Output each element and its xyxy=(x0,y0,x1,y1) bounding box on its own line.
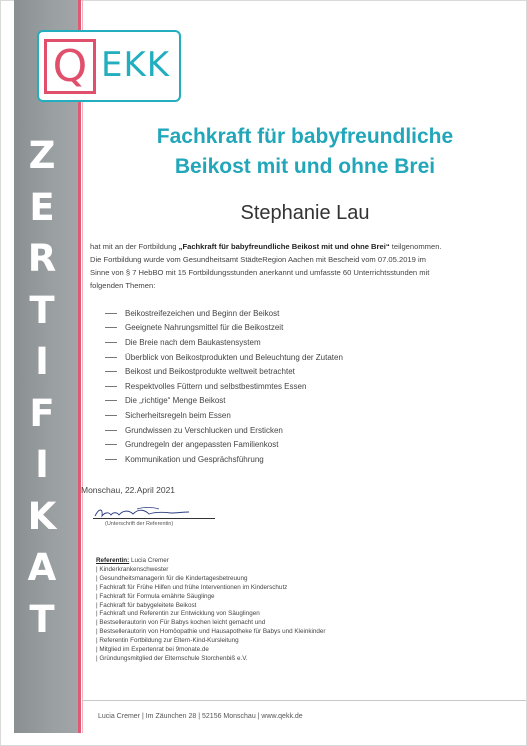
referentin-line: | Fachkraft für Frühe Hilfen und frühe Interventionen im Kinderschutz xyxy=(96,583,288,591)
participant-name: Stephanie Lau xyxy=(240,202,370,224)
referentin-label: Referentin: xyxy=(96,557,130,564)
logo-text: EKK xyxy=(101,45,171,85)
topic-label: Beikostreifezeichen und Beginn der Beikost xyxy=(125,308,280,318)
referentin-line: | Bestsellerautorin von Homöopathie und Hausapotheke für Babys und Kleinkinder xyxy=(96,628,326,636)
referentin-line: | Mitglied im Expertenrat bei 9monate.de xyxy=(96,646,209,654)
referentin-heading xyxy=(96,557,516,566)
topic-label: Überblick von Beikostprodukten und Beleuchtung der Zutaten xyxy=(125,352,343,362)
topic-item xyxy=(105,335,505,350)
topic-item xyxy=(105,306,505,321)
dash-bullet xyxy=(105,400,117,401)
dash-bullet xyxy=(105,342,117,343)
topic-item xyxy=(105,394,505,409)
topic-label: Beikost und Beikostprodukte weltweit betrachtet xyxy=(125,367,295,377)
zertifikat-letter: E xyxy=(29,185,55,229)
topic-item xyxy=(105,437,505,452)
signature-line xyxy=(93,518,215,519)
referentin-line: | Bestsellerautorin von Für Babys kochen leicht gemacht und xyxy=(96,619,266,627)
intro-paragraph xyxy=(90,240,505,292)
topic-label: Grundregeln der angepassten Familienkost xyxy=(125,440,279,450)
footer-divider xyxy=(82,700,526,701)
intro-line-1 xyxy=(90,240,505,253)
dash-bullet xyxy=(105,430,117,431)
zertifikat-letter: R xyxy=(27,237,57,280)
topic-item xyxy=(105,379,505,394)
topics-list xyxy=(105,306,505,467)
topic-item xyxy=(105,350,505,365)
referentin-line: | Fachkraft für babygeleitete Beikost xyxy=(96,601,197,609)
side-band-accent-line-thin xyxy=(82,0,83,733)
topic-item xyxy=(105,452,505,467)
zertifikat-letter: T xyxy=(29,288,55,332)
side-band-accent-line xyxy=(78,0,81,733)
zertifikat-vertical-label xyxy=(14,130,70,645)
zertifikat-letter: F xyxy=(29,391,55,435)
dash-bullet xyxy=(105,444,117,445)
topic-item xyxy=(105,408,505,423)
zertifikat-letter: I xyxy=(35,443,49,486)
topic-label: Grundwissen zu Verschlucken und Ersticken xyxy=(125,425,283,435)
dash-bullet xyxy=(105,313,117,314)
zertifikat-letter: K xyxy=(27,494,57,538)
course-name: „Fachkraft für babyfreundliche Beikost mit und ohne Brei“ xyxy=(178,242,390,251)
referentin-line: | Gründungsmitglied der Elternschule Storchenbiß e.V. xyxy=(96,654,248,662)
topic-label: Respektvolles Füttern und selbstbestimmtes Essen xyxy=(125,381,307,391)
referentin-line: | Gesundheitsmanagerin für die Kindertagesbetreuung xyxy=(96,574,248,582)
topic-label: Die „richtige“ Menge Beikost xyxy=(125,396,226,406)
footer-contact: Lucia Cremer | Im Zäunchen 28 | 52156 Monschau | www.qekk.de xyxy=(98,713,303,720)
zertifikat-letter: I xyxy=(35,340,49,383)
topic-label: Geeignete Nahrungsmittel für die Beikostzeit xyxy=(125,323,284,333)
intro-line-2: Die Fortbildung wurde vom Gesundheitsamt StädteRegion Aachen mit Bescheid vom 07.05.2019 im xyxy=(90,255,426,264)
topic-item xyxy=(105,364,505,379)
topic-item xyxy=(105,423,505,438)
qekk-logo xyxy=(37,30,181,102)
intro-line-3: Sinne von § 7 HebBO mit 15 Fortbildungsstunden anerkannt und umfasste 60 Unterrichtsstunden mit xyxy=(90,268,430,277)
referentin-line: | Fachkraft und Referentin zur Entwicklung von Säuglingen xyxy=(96,610,260,618)
referentin-name: Lucia Cremer xyxy=(129,557,169,564)
topic-label: Die Breie nach dem Baukastensystem xyxy=(125,337,261,347)
topic-label: Kommunikation und Gesprächsführung xyxy=(125,454,264,464)
dash-bullet xyxy=(105,386,117,387)
referentin-line: | Kinderkrankenschwester xyxy=(96,565,169,573)
dash-bullet xyxy=(105,415,117,416)
place-date: Monschau, 22.April 2021 xyxy=(81,485,176,495)
referentin-block xyxy=(96,557,516,664)
logo-q-box: Q xyxy=(44,39,96,94)
title-line-1: Fachkraft für babyfreundliche xyxy=(156,125,454,148)
referentin-line: | Fachkraft für Formula ernährte Säuglinge xyxy=(96,592,215,600)
zertifikat-letter: A xyxy=(27,546,57,589)
dash-bullet xyxy=(105,357,117,358)
zertifikat-letter: Z xyxy=(28,134,56,177)
title-line-2: Beikost mit und ohne Brei xyxy=(174,155,436,178)
intro-line-4: folgenden Themen: xyxy=(90,281,156,290)
referentin-line: | Referentin Fortbildung zur Eltern-Kind-Kursleitung xyxy=(96,637,239,645)
dash-bullet xyxy=(105,459,117,460)
topic-item xyxy=(105,321,505,336)
intro-prefix: hat mit an der Fortbildung xyxy=(90,242,179,251)
intro-suffix: teilgenommen. xyxy=(389,242,442,251)
dash-bullet xyxy=(105,327,117,328)
certificate-title xyxy=(90,122,520,182)
zertifikat-letter: T xyxy=(29,597,55,641)
topic-label: Sicherheitsregeln beim Essen xyxy=(125,410,231,420)
signature-caption: (Unterschrift der Referentin) xyxy=(105,521,174,527)
dash-bullet xyxy=(105,371,117,372)
